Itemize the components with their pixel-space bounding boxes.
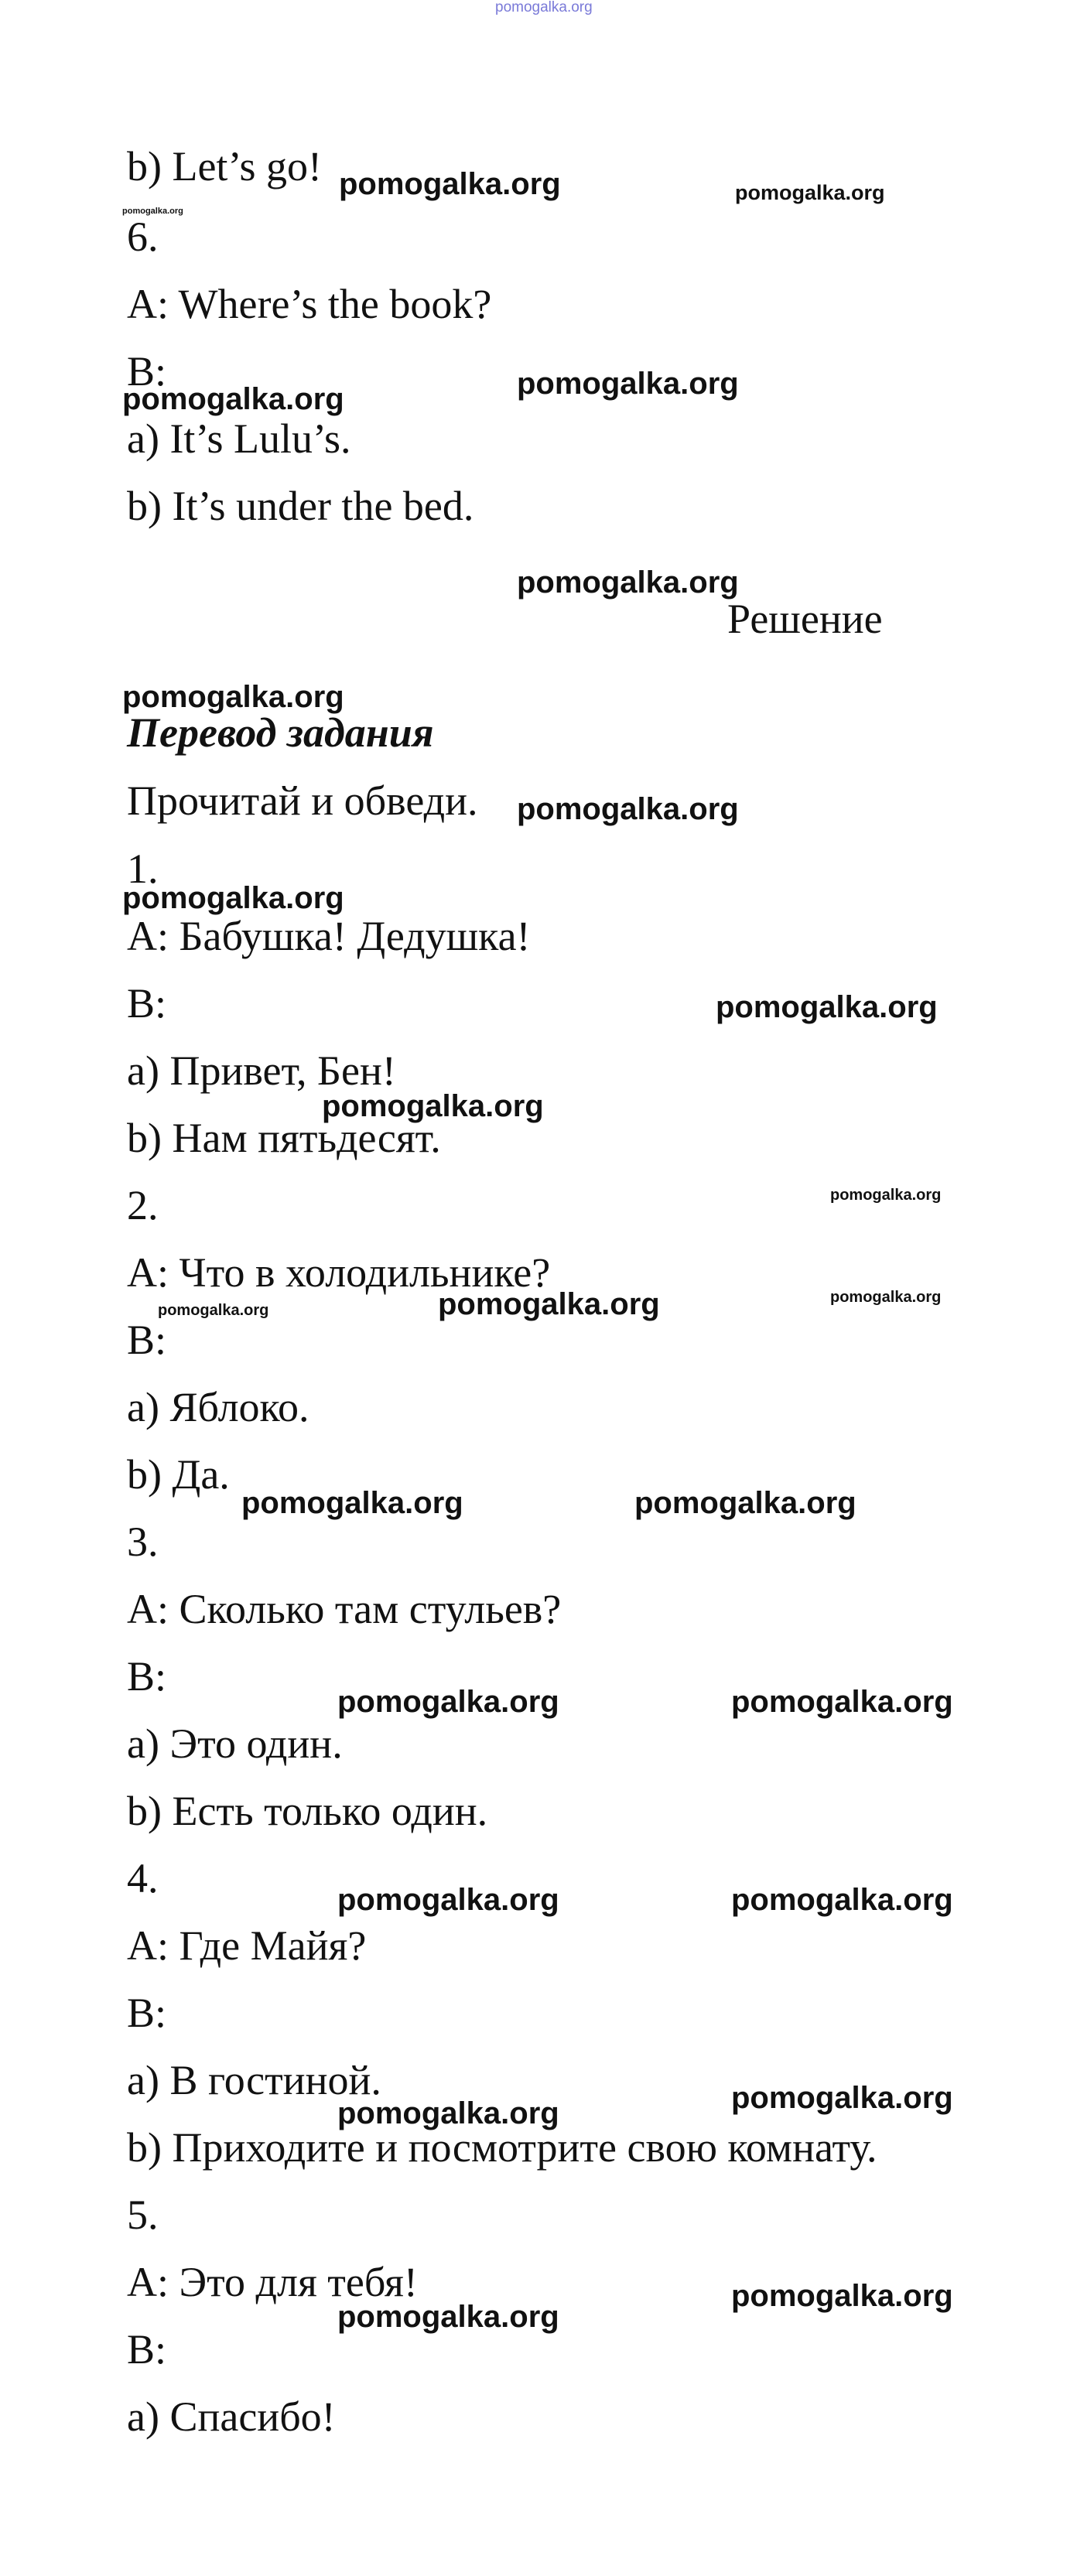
item-number-3: 3. xyxy=(127,1519,159,1565)
watermark: pomogalka.org xyxy=(716,990,938,1024)
speaker-b-label: B: xyxy=(127,980,167,1027)
answer-a-lulus: a) It’s Lulu’s. xyxy=(127,415,351,462)
watermark: pomogalka.org xyxy=(337,2300,559,2334)
watermark: pomogalka.org xyxy=(634,1486,856,1520)
answer-2a: a) Яблоко. xyxy=(127,1384,309,1430)
watermark: pomogalka.org xyxy=(830,1187,942,1204)
instruction-text: Прочитай и обведи. xyxy=(127,777,478,824)
answer-b-under-bed: b) It’s under the bed. xyxy=(127,483,474,529)
watermark: pomogalka.org xyxy=(517,565,739,600)
answer-3a: a) Это один. xyxy=(127,1720,343,1767)
answer-3b: b) Есть только один. xyxy=(127,1788,488,1834)
watermark: pomogalka.org xyxy=(517,792,739,826)
watermark: pomogalka.org xyxy=(337,2096,559,2130)
watermark: pomogalka.org xyxy=(339,167,561,201)
answer-b-lets-go: b) Let’s go! xyxy=(127,143,322,190)
watermark: pomogalka.org xyxy=(158,1302,269,1319)
speaker-b-label: B: xyxy=(127,1653,167,1700)
item-number-6: 6. xyxy=(127,214,159,260)
item-number-4: 4. xyxy=(127,1855,159,1901)
watermark: pomogalka.org xyxy=(241,1486,463,1520)
watermark: pomogalka.org xyxy=(830,1289,942,1306)
item-number-1: 1. xyxy=(127,846,159,892)
watermark: pomogalka.org xyxy=(337,1883,559,1917)
watermark: pomogalka.org xyxy=(735,181,885,204)
watermark: pomogalka.org xyxy=(438,1287,660,1321)
watermark: pomogalka.org xyxy=(731,1685,953,1719)
watermark: pomogalka.org xyxy=(122,382,344,416)
solution-title: Решение xyxy=(727,596,883,642)
watermark: pomogalka.org xyxy=(731,2279,953,2313)
answer-2b: b) Да. xyxy=(127,1451,230,1498)
watermark: pomogalka.org xyxy=(337,1685,559,1719)
speaker-b-label: B: xyxy=(127,1317,167,1363)
watermark: pomogalka.org xyxy=(122,207,183,216)
question-5: A: Это для тебя! xyxy=(127,2259,418,2305)
answer-5a: a) Спасибо! xyxy=(127,2393,336,2440)
translation-heading: Перевод задания xyxy=(127,709,434,756)
answer-1b: b) Нам пятьдесят. xyxy=(127,1115,441,1161)
question-3: A: Сколько там стульев? xyxy=(127,1586,562,1632)
speaker-b-label: B: xyxy=(127,1990,167,2036)
watermark: pomogalka.org xyxy=(322,1089,544,1123)
watermark: pomogalka.org xyxy=(517,367,739,401)
answer-4b: b) Приходите и посмотрите свою комнату. xyxy=(127,2124,877,2171)
watermark: pomogalka.org xyxy=(731,1883,953,1917)
speaker-b-label: B: xyxy=(127,348,167,395)
watermark: pomogalka.org xyxy=(731,2081,953,2115)
watermark: pomogalka.org xyxy=(122,881,344,915)
answer-1a: a) Привет, Бен! xyxy=(127,1047,396,1094)
speaker-b-label: B: xyxy=(127,2326,167,2373)
question-4: A: Где Майя? xyxy=(127,1922,367,1969)
item-number-5: 5. xyxy=(127,2192,159,2238)
watermark: pomogalka.org xyxy=(122,680,344,714)
watermark-header[interactable]: pomogalka.org xyxy=(495,0,593,15)
question-2: A: Что в холодильнике? xyxy=(127,1249,551,1296)
item-number-2: 2. xyxy=(127,1182,159,1228)
answer-4a: a) В гостиной. xyxy=(127,2057,381,2103)
question-a-book: A: Where’s the book? xyxy=(127,281,492,327)
question-1: A: Бабушка! Дедушка! xyxy=(127,913,531,959)
